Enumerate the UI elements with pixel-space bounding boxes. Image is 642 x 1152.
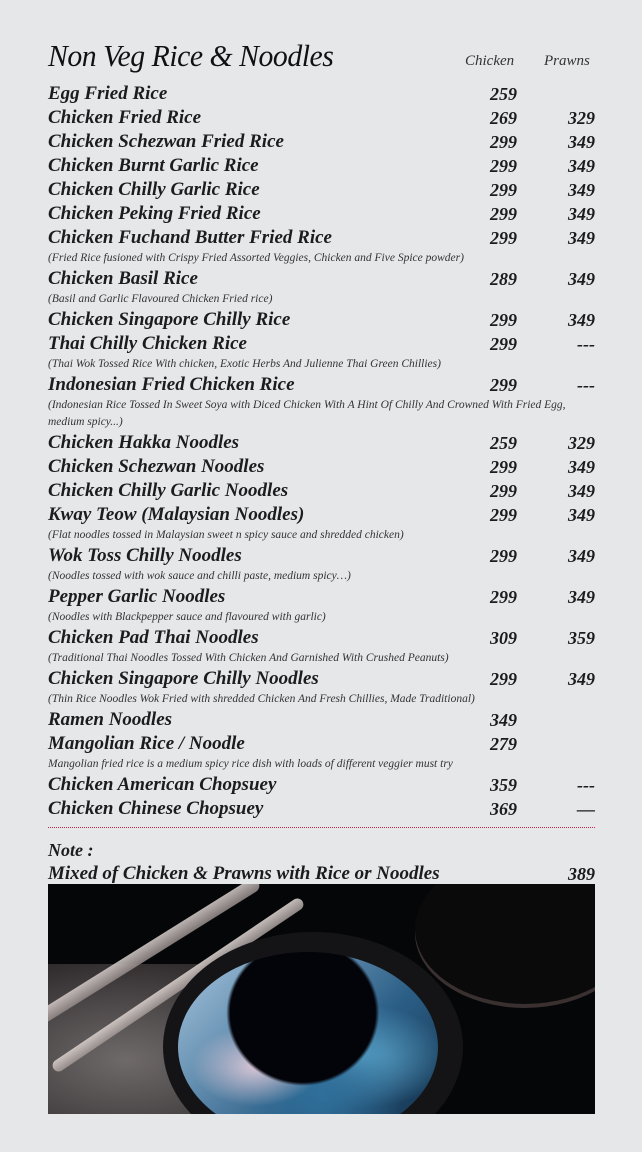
price-chicken: 299 <box>490 310 517 330</box>
price-chicken: 299 <box>490 204 517 224</box>
item-description: (Traditional Thai Noodles Tossed With Chicken And Garnished With Crushed Peanuts) <box>48 652 449 664</box>
menu-item-row <box>48 479 595 503</box>
item-name: Chicken Fuchand Butter Fried Rice <box>48 227 332 248</box>
menu-item <box>48 708 595 732</box>
price-prawns: 349 <box>568 587 595 607</box>
price-prawns: 349 <box>568 156 595 176</box>
price-chicken: 269 <box>490 108 517 128</box>
item-name: Chicken Chinese Chopsuey <box>48 798 264 819</box>
item-name: Egg Fried Rice <box>48 83 168 104</box>
menu-item-row <box>48 431 595 455</box>
section-title: Non Veg Rice & Noodles <box>48 38 334 73</box>
price-chicken: 299 <box>490 228 517 248</box>
item-name: Chicken Pad Thai Noodles <box>48 627 259 648</box>
price-prawns: 349 <box>568 505 595 525</box>
menu-item-row <box>48 178 595 202</box>
price-prawns: 349 <box>568 546 595 566</box>
price-prawns: 329 <box>568 433 595 453</box>
item-description: (Noodles tossed with wok sauce and chilli paste, medium spicy…) <box>48 570 351 582</box>
item-name: Chicken Chilly Garlic Rice <box>48 179 260 200</box>
menu-item <box>48 455 595 479</box>
note-price: 389 <box>568 864 595 884</box>
menu-item-row <box>48 82 595 106</box>
menu-item <box>48 226 595 267</box>
menu-item <box>48 585 595 626</box>
menu-item-row <box>48 455 595 479</box>
menu-item-row <box>48 773 595 797</box>
menu-item <box>48 82 595 106</box>
price-chicken: 349 <box>490 710 517 730</box>
price-chicken: 299 <box>490 334 517 354</box>
price-chicken: 299 <box>490 546 517 566</box>
note-text: Mixed of Chicken & Prawns with Rice or Noodles <box>48 863 440 884</box>
menu-item-row <box>48 130 595 154</box>
menu-item <box>48 544 595 585</box>
price-chicken: 259 <box>490 433 517 453</box>
price-prawns: 329 <box>568 108 595 128</box>
price-chicken: 299 <box>490 180 517 200</box>
menu-item <box>48 732 595 773</box>
column-header-prawns: Prawns <box>544 53 590 69</box>
dotted-divider <box>48 827 595 828</box>
item-name: Chicken Hakka Noodles <box>48 432 240 453</box>
item-name: Chicken Schezwan Fried Rice <box>48 131 284 152</box>
price-chicken: 299 <box>490 156 517 176</box>
fried-rice-bowl-photo <box>48 884 595 1114</box>
menu-item <box>48 773 595 797</box>
menu-item-row <box>48 708 595 732</box>
item-description: (Thai Wok Tossed Rice With chicken, Exotic Herbs And Julienne Thai Green Chillies) <box>48 358 441 370</box>
price-prawns: 349 <box>568 481 595 501</box>
price-prawns: 349 <box>568 132 595 152</box>
menu-item <box>48 373 595 431</box>
menu-item <box>48 178 595 202</box>
menu-item-row <box>48 332 595 356</box>
menu-item-row <box>48 106 595 130</box>
price-chicken: 299 <box>490 669 517 689</box>
menu-items-list <box>48 82 595 888</box>
item-description: (Noodles with Blackpepper sauce and flavoured with garlic) <box>48 611 326 623</box>
menu-item <box>48 503 595 544</box>
menu-header <box>48 0 595 84</box>
menu-item <box>48 479 595 503</box>
menu-page <box>48 0 595 884</box>
item-description: (Indonesian Rice Tossed In Sweet Soya with Diced Chicken With A Hint Of Chilly And Crowned With Fried Egg, medium spicy...) <box>48 399 566 428</box>
item-name: Chicken Fried Rice <box>48 107 202 128</box>
item-name: Thai Chilly Chicken Rice <box>48 333 247 354</box>
price-prawns: --- <box>577 375 595 395</box>
item-name: Indonesian Fried Chicken Rice <box>48 374 295 395</box>
price-chicken: 299 <box>490 457 517 477</box>
menu-item-row <box>48 797 595 821</box>
item-description: Mangolian fried rice is a medium spicy rice dish with loads of different veggier must try <box>48 758 453 770</box>
price-chicken: 359 <box>490 775 517 795</box>
price-chicken: 299 <box>490 587 517 607</box>
price-chicken: 259 <box>490 84 517 104</box>
menu-item-row <box>48 373 595 397</box>
menu-item <box>48 431 595 455</box>
item-name: Wok Toss Chilly Noodles <box>48 545 242 566</box>
price-prawns: 359 <box>568 628 595 648</box>
price-prawns: 349 <box>568 457 595 477</box>
price-chicken: 289 <box>490 269 517 289</box>
column-header-chicken: Chicken <box>465 53 515 69</box>
menu-item-row <box>48 732 595 756</box>
item-name: Pepper Garlic Noodles <box>48 586 226 607</box>
note-label: Note : <box>48 840 94 860</box>
menu-item <box>48 797 595 821</box>
item-name: Ramen Noodles <box>48 709 173 730</box>
item-name: Chicken Schezwan Noodles <box>48 456 265 477</box>
item-name: Chicken Basil Rice <box>48 268 198 289</box>
menu-item-row <box>48 202 595 226</box>
menu-item <box>48 267 595 308</box>
menu-item-row <box>48 154 595 178</box>
menu-item <box>48 106 595 130</box>
price-prawns: 349 <box>568 269 595 289</box>
menu-item-row <box>48 667 595 691</box>
item-name: Kway Teow (Malaysian Noodles) <box>48 504 305 525</box>
item-description: (Thin Rice Noodles Wok Fried with shredded Chicken And Fresh Chillies, Made Traditional) <box>48 693 475 705</box>
price-prawns: 349 <box>568 228 595 248</box>
menu-item-row <box>48 226 595 250</box>
item-description: (Basil and Garlic Flavoured Chicken Fried rice) <box>48 293 273 305</box>
item-name: Chicken Chilly Garlic Noodles <box>48 480 289 501</box>
menu-item <box>48 130 595 154</box>
menu-item-row <box>48 585 595 609</box>
price-chicken: 299 <box>490 481 517 501</box>
menu-item <box>48 332 595 373</box>
price-prawns: --- <box>577 334 595 354</box>
price-chicken: 279 <box>490 734 517 754</box>
price-chicken: 309 <box>490 628 517 648</box>
item-description: (Fried Rice fusioned with Crispy Fried Assorted Veggies, Chicken and Five Spice powder) <box>48 252 464 264</box>
price-chicken: 299 <box>490 132 517 152</box>
price-prawns: --- <box>577 775 595 795</box>
menu-item <box>48 154 595 178</box>
side-plate-graphic <box>415 884 595 1004</box>
menu-item-row <box>48 544 595 568</box>
menu-item-row <box>48 308 595 332</box>
price-prawns: — <box>577 799 595 819</box>
price-prawns: 349 <box>568 180 595 200</box>
item-name: Chicken Peking Fried Rice <box>48 203 261 224</box>
item-name: Chicken American Chopsuey <box>48 774 277 795</box>
menu-item-row <box>48 503 595 527</box>
item-name: Chicken Singapore Chilly Noodles <box>48 668 319 689</box>
menu-item <box>48 667 595 708</box>
price-prawns: 349 <box>568 204 595 224</box>
price-chicken: 369 <box>490 799 517 819</box>
menu-item <box>48 626 595 667</box>
item-name: Chicken Burnt Garlic Rice <box>48 155 259 176</box>
price-chicken: 299 <box>490 505 517 525</box>
item-name: Chicken Singapore Chilly Rice <box>48 309 291 330</box>
menu-item <box>48 202 595 226</box>
item-name: Mangolian Rice / Noodle <box>48 733 245 754</box>
menu-item <box>48 308 595 332</box>
menu-item-row <box>48 626 595 650</box>
price-prawns: 349 <box>568 310 595 330</box>
price-chicken: 299 <box>490 375 517 395</box>
menu-item-row <box>48 267 595 291</box>
item-description: (Flat noodles tossed in Malaysian sweet n spicy sauce and shredded chicken) <box>48 529 404 541</box>
price-prawns: 349 <box>568 669 595 689</box>
